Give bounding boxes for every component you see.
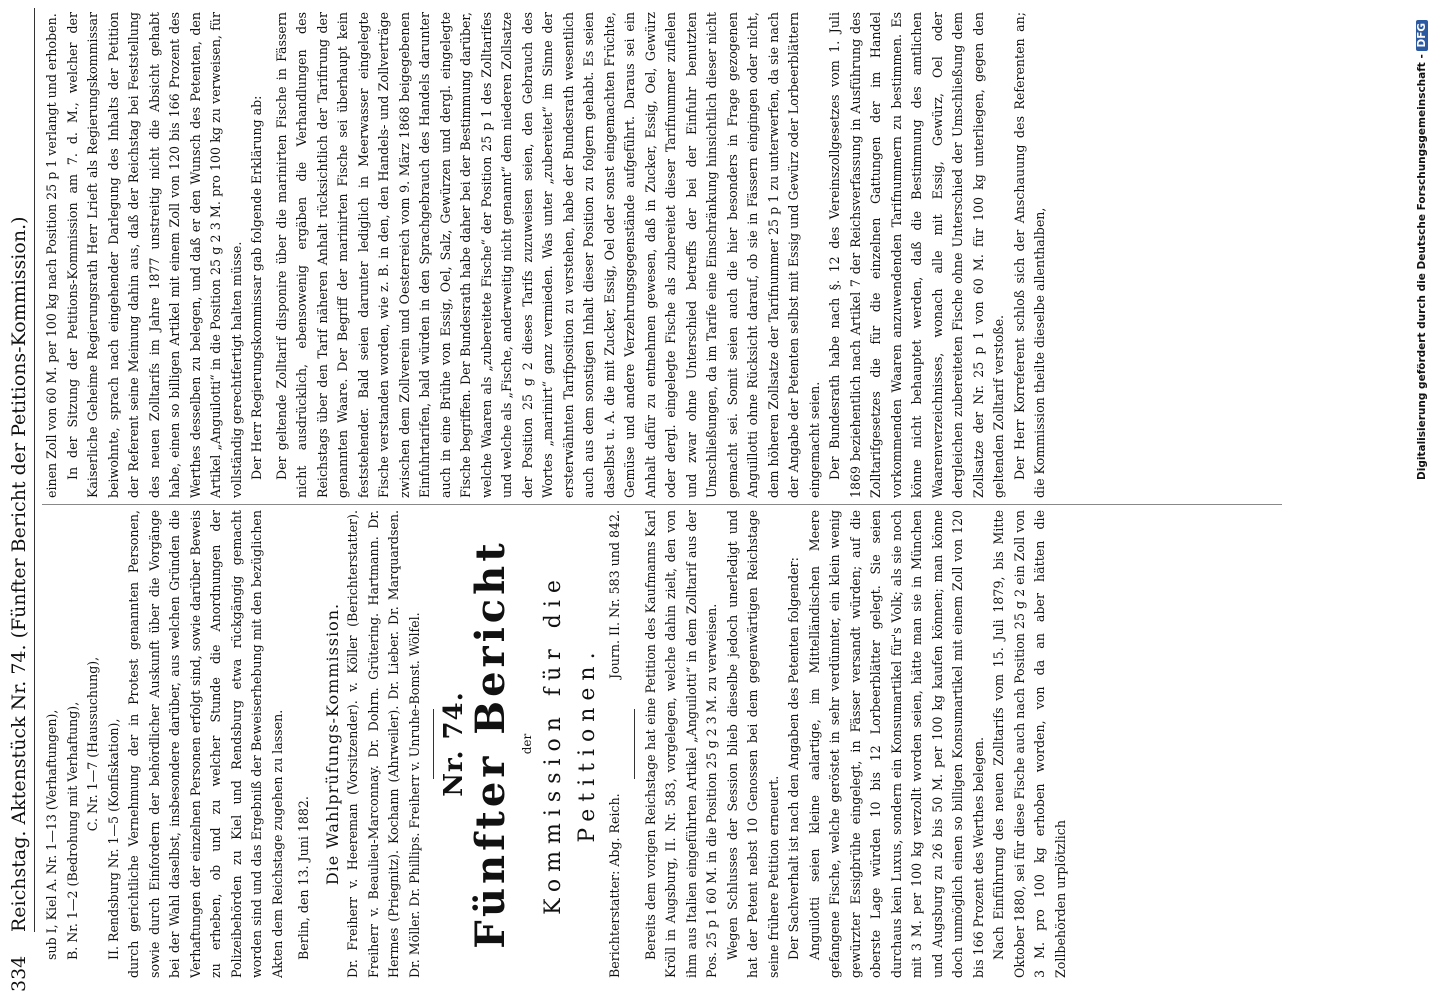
paragraph: Der geltende Zolltarif disponire über die marinirten Fische in Fässern nicht ausdrücklich, ebensowenig ergäben die Verhandlungen des Reichstags über den Tarif näheren Anhalt rücksichtlich der Tarifirung der genannten Waare. Der Begriff der marinirten Fische sei überhaupt kein feststehender. Bald seien darunter lediglich in Meerwasser eingelegte Fische verstanden worden, wie z. B. in den, den Handels- und Zollverträge zwischen dem Zollverein und Oesterreich vom 9. März 1868 beigegebenen Einfuhrtarifen, bald würden in den Sprachgebrauch des Handels darunter auch in eine Brühe von Essig, Oel, Salz, Gewürzen und dergl. eingelegte Fische begriffen. Der Bundesrath habe daher bei der Bestimmung darüber, welche Waaren als „zubereitete Fische“ der Position 25 p 1 des Zolltarifes und welche als „Fische, anderweitig nicht genannt“ dem niederen Zollsatze der Position 25 g 2 dieses Tarifs zuzuweisen seien, den Gebrauch des Wortes „marinirt“ ganz vermieden. Was unter „zubereitet“ im Sinne der ersterwähnten Tarifposition zu verstehen, habe der Bundesrath wesentlich auch aus dem sonstigen Inhalt dieser Position zu folgern gehabt. Es seien daselbst u. A. die mit Zucker, Essig, Oel oder sonst eingemachten Früchte, Gemüse und andere Verzehrungsgegenstände aufgeführt. Daraus sei ein Anhalt dafür zu entnehmen gewesen, daß in Zucker, Essig, Oel, Gewürz oder dergl. eingelegte Fische als zubereitet dieser Tarifnummer zufielen und zwar ohne Unterschied betreffs der bei der Einfuhr benutzten Umschließungen, da im Tarife eine Einschränkung hinsichtlich dieser nicht gemacht sei. Somit seien auch die hier besonders in Frage gezogenen Anguillotti ohne Rücksicht darauf, ob sie in Fässern eingingen oder nicht, dem höheren Zollsatze der Tarifnummer 25 p 1 zu unterwerfen, da sie nach der Angabe der Petenten selbst mit Essig und Gewürz oder Lorbeerblättern eingemacht seien. bbox=[273, 12, 822, 498]
list-item: II. Rendsburg Nr. 1—5 (Konfiskation), bbox=[105, 718, 121, 960]
report-title-der: der bbox=[519, 733, 534, 755]
left-column bbox=[42, 510, 1282, 978]
digitization-credit bbox=[1413, 20, 1431, 980]
right-column bbox=[42, 12, 1282, 498]
list-item: C. Nr. 1—7 (Haussuchung), bbox=[85, 656, 100, 832]
paragraph: Nach Einführung des neuen Zolltarifs vom 15. Juli 1879, bis Mitte Oktober 1880, sei für diese Fische auch nach Position 25 g 2 ein Zoll von 3 M. pro 100 kg erhoben worden, von da an aber hätten die Zollbehörden urplötzlich bbox=[991, 510, 1068, 978]
paragraph: Wegen Schlusses der Session blieb dieselbe jedoch unerledigt und hat der Petent nebst 10 Genossen bei dem gegenwärtigen Reichstage seine frühere Petition erneuert. bbox=[724, 510, 781, 978]
paragraph: Der Herr Korreferent schloß sich der Anschauung des Referenten an; die Kommission theilte dieselbe allenthalben, bbox=[1011, 12, 1047, 498]
journal-reference: Journ. II. Nr. 583 und 842. bbox=[607, 510, 622, 679]
paragraph: Bereits dem vorigen Reichstage hat eine Petition des Kaufmanns Karl Kröll in Augsburg, II. Nr. 583, vorgelegen, welche dahin zielt, den von ihm aus Italien eingeführten Artikel „Anguilotti“ in dem Zolltarif aus der Pos. 25 p 1 60 M. in die Position 25 g 2 3 M. zu verweisen. bbox=[642, 510, 719, 978]
document-number: Nr. 74. bbox=[439, 691, 469, 797]
running-header bbox=[2, 8, 36, 992]
divider bbox=[433, 709, 434, 779]
paragraph: Der Sachverhalt ist nach den Angaben des Petenten folgender: bbox=[786, 557, 801, 960]
paragraph: durch gerichtliche Vernehmung der in Protest genannten Personen, sowie durch Einfordern der behördlicher Auskunft über die Vorgänge bei der Wahl daselbst, insbesondere darüber, aus welchen Gründen die Verhaftungen der einzelnen Personen erfolgt sind, sowie darüber Beweis zu erheben, ob und zu welcher Stunde die Anordnungen der Polizeibehörden zu Kiel und Rendsburg etwa rückgängig gemacht worden sind und das Ergebniß der Beweiserhebung mit den bezüglichen Akten dem Reichstage zugehen zu lassen. bbox=[126, 510, 285, 978]
divider bbox=[634, 709, 635, 779]
header-rule bbox=[34, 8, 35, 932]
credit-text: Digitalisierung gefördert durch die Deutsche Forschungsgemeinschaft - bbox=[1416, 54, 1428, 480]
paragraph: Anguilotti seien kleine aalartige, im Mittelländischen Meere gefangene Fische, welche geröstet in sehr verdünnter, ein klein wenig gewürzter Essigbrühe eingelegt, in Fässer versandt würden; auf die oberste Lage würden 10 bis 12 Lorbeerblätter gelegt. Sie seien durchaus kein Luxus, sondern ein Konsumartikel für's Volk; als sie noch mit 3 M. per 100 kg verzollt worden seien, hätte man sie in München und Augsburg zu 26 bis 50 M. per 100 kg kaufen können; man könne doch unmöglich einen so billigen Konsumartikel mit einem Zoll von 120 bis 166 Prozent des Werthes belegen. bbox=[806, 510, 986, 978]
running-title: Reichstag. Aktenstück Nr. 74. (Fünfter Bericht der Petitions-Kommission.) bbox=[8, 216, 30, 932]
page-number: 334 bbox=[8, 955, 30, 992]
digitization-credit-text bbox=[1413, 20, 1431, 980]
column-separator bbox=[42, 504, 1282, 505]
section-title: Die Wahlprüfungs-Kommission. bbox=[322, 602, 342, 886]
dfg-logo-badge: DFG bbox=[1416, 20, 1428, 51]
paragraph: Der Herr Regierungskommissar gab folgende Erklärung ab: bbox=[249, 95, 264, 480]
paragraph: In der Sitzung der Petitions-Kommission am 7. d. M., welcher der Kaiserliche Geheime Regierungsrath Herr Lrieft als Regierungskommissar beiwohnte, sprach nach eingehender Darlegung des Inhalts der Petition der Referent seine Meinung dahin aus, daß der Reichstag bei Feststellung des neuen Zolltarifs im Jahre 1877 unstreitig nicht die Absicht gehabt habe, einen so billigen Artikel mit einem Zoll von 120 bis 166 Prozent des Werthes desselben zu belegen, und daß er den Wunsch des Petenten, den Artikel „Anguilotti“ in die Position 25 g 2 3 M. pro 100 kg zu verweisen, für vollständig gerechtfertigt halten müsse. bbox=[64, 12, 244, 498]
report-title: Fünfter Bericht bbox=[466, 539, 514, 949]
committee-title: Kommission für die Petitionen. bbox=[541, 573, 600, 915]
paragraph: Der Bundesrath habe nach §. 12 des Vereinszollgesetzes vom 1. Juli 1869 beziehentlich nach Artikel 7 der Reichsverfassung in Ausführung des Zolltarifgesetzes die für die einzelnen Gattungen der im Handel vorkommenden Waaren anzuwendenden Tarifnummern zu bestimmen. Es könne nicht behauptet werden, daß die Bestimmung des amtlichen Waarenverzeichnisses, wonach alle mit Essig, Gewürz, Oel oder dergleichen zubereiteten Fische ohne Unterschied der Umschließung dem Zollsatze der Nr. 25 p 1 von 60 M. für 100 kg unterliegen, gegen den geltenden Zolltarif verstoße. bbox=[827, 12, 1006, 498]
list-item: B. Nr. 1—2 (Bedrohung mit Verhaftung), bbox=[64, 701, 80, 960]
members-list: Dr. Freiherr v. Heereman (Vorsitzender). v. Köller (Berichterstatter). Freiherr v. Beaulieu-Marconnay. Dr. Dohrn. Grütering. Hartmann. Dr. Hermes (Priegnitz). Kochann (Ahrweiler). Dr. Lieber. Dr. Marquardsen. Dr. Möller. Dr. Phillips. Freiherr v. Unruhe-Bomst. Wölfel. bbox=[345, 510, 422, 978]
paragraph: einen Zoll von 60 M. per 100 kg nach Position 25 p 1 verlangt und erhoben. bbox=[44, 13, 59, 498]
reporter-label: Berichterstatter: Abg. Reich. bbox=[607, 793, 622, 978]
date-line: Berlin, den 13. Juni 1882. bbox=[296, 796, 311, 960]
reporter-line bbox=[605, 510, 626, 978]
list-item: sub I, Kiel A. Nr. 1—13 (Verhaftungen), bbox=[44, 709, 59, 960]
